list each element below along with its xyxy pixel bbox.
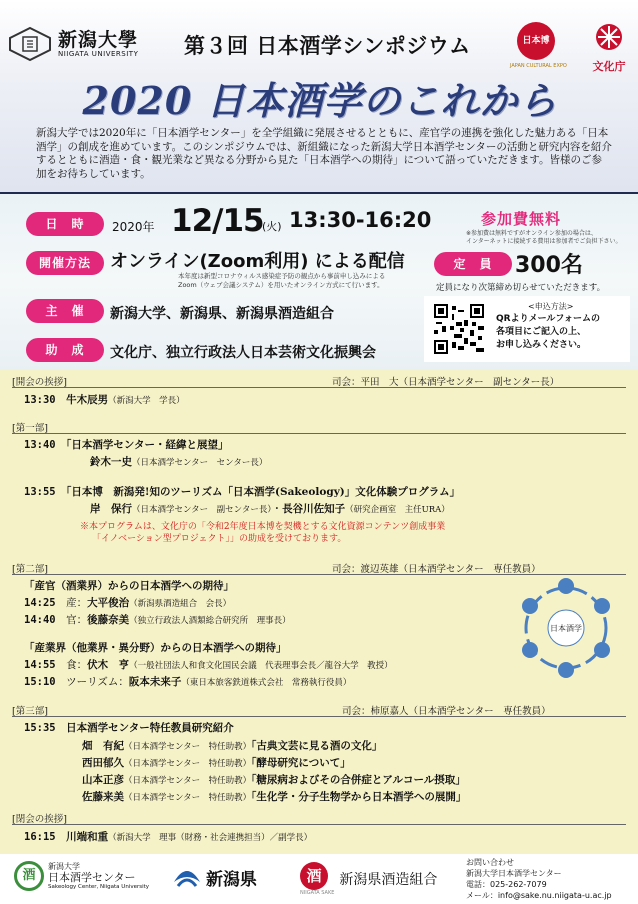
header (0, 0, 638, 192)
part2-session-b (24, 612, 291, 627)
bunka-label: 文化庁 (592, 60, 626, 73)
guild-sub: NIIGATA SAKE (300, 890, 335, 896)
center-name: 日本酒学センター (48, 871, 136, 884)
part3-row (82, 738, 382, 753)
part2-mc: 司会：渡辺英雄（日本酒学センター 専任教員） (332, 564, 541, 575)
speaker-name: 牛木辰男 (66, 394, 109, 406)
speaker-affiliation: （日本酒学センター 特任助教） (124, 742, 252, 752)
opening-speaker (24, 392, 185, 407)
part2-session-d (24, 674, 351, 689)
speaker-topic: 「古典文芸に見る酒の文化」 (251, 740, 383, 752)
opening-mc: 司会：平田 大（日本酒学センター 副センター長） (332, 377, 560, 388)
time: 14:55 (24, 659, 56, 671)
speaker-name: 伏木 亨 (87, 659, 130, 671)
session-topic: 「日本酒学センター・経緯と展望」 (66, 439, 229, 451)
capacity: 300名 (515, 253, 583, 278)
method: オンライン(Zoom利用) による配信 (110, 251, 405, 272)
part3-session (24, 720, 234, 735)
closing-speaker (24, 829, 312, 844)
date-year: 2020年 (112, 220, 155, 234)
part2-heading-1: 「産官（酒業界）からの日本酒学への期待」 (24, 580, 234, 592)
sakeology-mark-icon: 酒 (14, 861, 44, 891)
part3-row (82, 755, 351, 770)
section-divider (12, 387, 626, 388)
method-label: 開催方法 (26, 251, 104, 275)
organizer-label: 主 催 (26, 299, 104, 323)
date-label: 日 時 (26, 212, 104, 236)
niigata-pref-logo (172, 864, 257, 890)
speaker-name: 阪本未来子 (128, 676, 182, 688)
time: 15:10 (24, 676, 56, 688)
contact-title: お問い合わせ (466, 858, 514, 867)
pref-name: 新潟県 (206, 869, 257, 890)
sake-guild-logo (300, 862, 437, 896)
session-topic: 「日本博 新潟発!知のツーリズム「日本酒学(Sakeology)」文化体験プログラム」 (66, 486, 461, 498)
center-name-block (48, 860, 149, 891)
speaker-name: 鈴木一史 (90, 456, 132, 468)
speaker-topic: 「生化学・分子生物学から日本酒学への展開」 (251, 791, 467, 803)
date-time: 13:30-16:20 (289, 208, 432, 232)
apply-line-2: 各項目にご記入の上、 (496, 327, 587, 337)
part1-session-b-speakers (90, 501, 450, 516)
opening-section-title: [開会の挨拶] (12, 377, 67, 388)
apply-line-3: お申し込みください。 (496, 340, 587, 350)
speaker-name: 畑 有紀 (82, 740, 124, 752)
qr-code-icon[interactable] (434, 304, 484, 354)
speaker-name: 後藤奈美 (87, 614, 130, 626)
speaker-name: 岸 保行 (90, 503, 132, 515)
fee: 参加費無料 (481, 210, 562, 228)
speaker-name: 長谷川佐知子 (282, 503, 346, 515)
part3-row (82, 772, 466, 787)
speaker-affiliation: （独立行政法人酒類総合研究所 理事長） (129, 616, 291, 626)
apply-line-1: QRよりメールフォームの (496, 314, 600, 324)
part2-heading-2: 「産業界（他業界・異分野）からの日本酒学への期待」 (24, 642, 287, 654)
expo-mark-icon: 日本博 (517, 22, 555, 60)
niigata-pref-mark-icon (172, 864, 202, 890)
section-divider (12, 574, 626, 575)
part2-session-c (24, 657, 393, 672)
grant-note-line-2: 「イノベーション型プロジェクト」」の助成を受けております。 (92, 534, 347, 544)
fee-note-line-1: ※参加費は無料ですがオンライン参加の場合は、 (466, 230, 597, 237)
role: 官： (66, 614, 88, 626)
part2-session-a (24, 595, 231, 610)
speaker-topic: 「糖尿病およびその合併症とアルコール摂取」 (251, 774, 466, 786)
apply-text (496, 313, 628, 352)
center-university: 新潟大学 (48, 862, 80, 871)
separator: ・ (271, 503, 283, 515)
symposium-title: 第３回 日本酒学シンポジウム (184, 34, 471, 58)
speaker-name: 大平俊治 (87, 597, 130, 609)
application-box (424, 296, 630, 362)
time: 13:40 (24, 439, 56, 451)
sakeology-field-wheel-icon (508, 576, 624, 680)
speaker-affiliation: （新潟大学 理事（財務・社会連携担当）／副学長） (108, 833, 313, 843)
speaker-affiliation: （東日本旅客鉄道株式会社 常務執行役員） (181, 678, 352, 688)
expo-label: JAPAN CULTURAL EXPO (510, 63, 567, 69)
session-topic: 日本酒学センター特任教員研究紹介 (66, 722, 234, 734)
date-month-day: 12/15 (171, 203, 264, 239)
capacity-note: 定員になり次第締め切らせていただきます。 (436, 283, 606, 293)
speaker-name: 川端和重 (66, 831, 109, 843)
contact-mail[interactable]: メール：info@sake.nu.niigata-u.ac.jp (466, 891, 612, 900)
speaker-affiliation: （一般社団法人和食文化国民会議 代表理事会長／龍谷大学 教授） (129, 661, 393, 671)
speaker-name: 西田郁久 (82, 757, 124, 769)
main-title: 2020 日本酒学のこれから (82, 78, 558, 123)
speaker-affiliation: （日本酒学センター 副センター長） (132, 505, 272, 515)
intro-paragraph: 新潟大学では2020年に「日本酒学センター」を全学組織に発展させるとともに、産官学の連携を強化した魅力ある「日本酒学」の創成を進めています。このシンポジウムでは、新組織になった新潟大学日本酒学センターの活動と研究内容を紹介するとともに酒造・食・観光業など異なる分野から見た「日本酒学への期待」について語っていただきます。皆様のご参加をお待ちしています。 (36, 127, 612, 180)
part3-mc: 司会：柿原嘉人（日本酒学センター 専任教員） (342, 706, 551, 717)
method-note (178, 272, 385, 289)
section-divider (12, 716, 626, 717)
role: 食： (66, 659, 88, 671)
sakeology-center-logo (14, 860, 149, 891)
contact-info (466, 857, 612, 901)
speaker-affiliation: （日本酒学センター 特任助教） (124, 776, 252, 786)
agency-cultural-affairs-logo (584, 22, 634, 74)
time: 14:25 (24, 597, 56, 609)
fee-note-line-2: インターネットに接続する費用は参加者でご負担下さい。 (466, 238, 622, 245)
time: 13:55 (24, 486, 56, 498)
time: 13:30 (24, 394, 56, 406)
capacity-label: 定 員 (434, 252, 512, 276)
closing-section-title: [閉会の挨拶] (12, 814, 67, 825)
speaker-affiliation: （研究企画室 主任URA） (345, 505, 450, 515)
support: 文化庁、独立行政法人日本芸術文化振興会 (110, 345, 376, 361)
organizer: 新潟大学、新潟県、新潟県酒造組合 (110, 306, 334, 322)
university-emblem-icon (8, 26, 52, 62)
bunka-mark-icon (594, 22, 624, 52)
speaker-affiliation: （新潟県酒造組合 会長） (129, 599, 232, 609)
part1-session-a (24, 437, 228, 452)
section-divider (12, 824, 626, 825)
university-name: 新潟大學 (58, 29, 139, 51)
fee-note (466, 230, 621, 246)
university-logo (8, 26, 138, 62)
japan-cultural-expo-logo (510, 22, 567, 69)
role: 産： (66, 597, 88, 609)
wheel-center-label: 日本酒学 (550, 624, 582, 633)
center-name-en: Sakeology Center, Niigata University (48, 884, 150, 890)
guild-mark-icon: 酒 (300, 862, 328, 890)
guild-name: 新潟県酒造組合 (339, 872, 438, 888)
speaker-affiliation: （新潟大学 学長） (108, 396, 185, 406)
time: 15:35 (24, 722, 56, 734)
method-note-line-2: Zoom（ウェブ会議システム）を用いたオンライン方式にて行います。 (178, 280, 384, 289)
part1-session-a-speaker (90, 454, 267, 469)
date-weekday: (火) (262, 220, 282, 233)
footer (0, 854, 638, 904)
contact-org: 新潟大学日本酒学センター (466, 869, 562, 878)
time: 14:40 (24, 614, 56, 626)
grant-note-line-1: ※本プログラムは、文化庁の「令和2年度日本博を契機とする文化資源コンテンツ創成事業 (80, 522, 446, 532)
speaker-topic: 「酵母研究について」 (251, 757, 351, 769)
speaker-affiliation: （日本酒学センター 特任助教） (124, 793, 252, 803)
speaker-affiliation: （日本酒学センター センター長） (132, 458, 268, 468)
section-divider (12, 433, 626, 434)
speaker-affiliation: （日本酒学センター 特任助教） (124, 759, 252, 769)
role: ツーリズム： (66, 676, 129, 688)
part1-section-title: [第一部] (12, 423, 48, 434)
apply-title: <申込方法> (528, 302, 574, 311)
speaker-name: 佐藤来美 (82, 791, 124, 803)
part1-session-b (24, 484, 460, 499)
time: 16:15 (24, 831, 56, 843)
university-subname: NIIGATA UNIVERSITY (58, 50, 139, 58)
support-label: 助 成 (26, 338, 104, 362)
guild-mark-wrap (300, 862, 334, 896)
part2-section-title: [第二部] (12, 564, 48, 575)
part3-row (82, 789, 466, 804)
speaker-name: 山本正彦 (82, 774, 124, 786)
contact-tel[interactable]: 電話：025-262-7079 (466, 880, 547, 889)
method-note-line-1: 本年度は新型コロナウィルス感染症予防の観点から事前申し込みによる (178, 272, 386, 280)
part3-section-title: [第三部] (12, 706, 48, 717)
